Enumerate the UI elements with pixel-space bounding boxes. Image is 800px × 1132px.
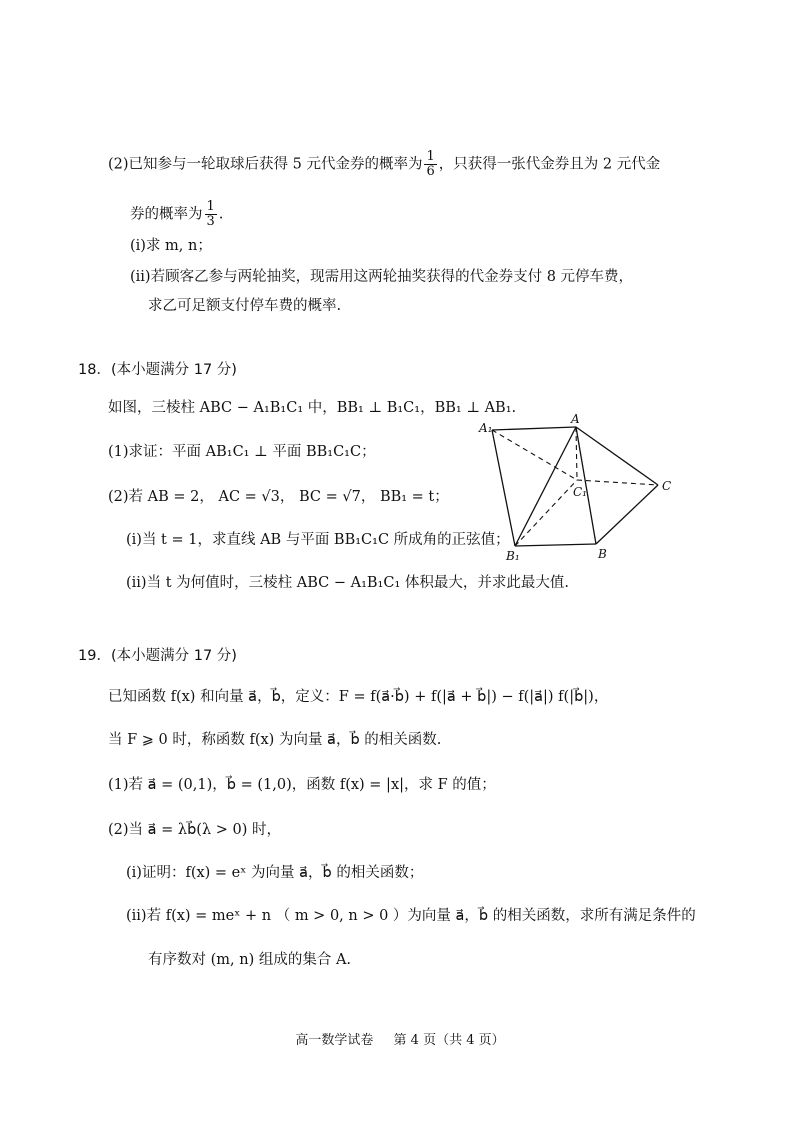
- q17-sub-i: (ⅰ)求 m, n；: [130, 238, 212, 254]
- edge-a-c: [576, 427, 658, 485]
- fraction-denominator: 6: [426, 164, 435, 179]
- prism-figure: [478, 410, 678, 570]
- page-footer: [0, 1029, 800, 1048]
- q19-part2-ii-line1: (ii)若 f(x) = meˣ + n （ m > 0, n > 0 ）为向量 a⃗，b⃗ 的相关函数，求所有满足条件的: [126, 908, 696, 924]
- label-b1: B₁: [506, 549, 520, 563]
- edge-c1-c: [577, 480, 658, 485]
- q19-heading: 19．(本小题满分 17 分): [78, 648, 237, 664]
- q18-part2-i: (i)当 t = 1，求直线 AB 与平面 BB₁C₁C 所成角的正弦值；: [126, 532, 510, 548]
- footer-title: 高一数学试卷: [295, 1033, 374, 1048]
- fraction-numerator: 1: [206, 199, 215, 214]
- q17-part2-text-b: ，只获得一张代金券且为 2 元代金: [438, 156, 661, 173]
- label-a: A: [571, 412, 580, 426]
- q17-part2-line2: [130, 200, 223, 229]
- footer-page-number: 第 4 页（共 4 页）: [393, 1033, 505, 1048]
- fraction-one-sixth: [424, 150, 436, 179]
- fraction-one-third: [205, 200, 217, 229]
- q18-part1: (1)求证：平面 AB₁C₁ ⊥ 平面 BB₁C₁C；: [108, 444, 376, 460]
- q18-heading: 18．(本小题满分 17 分): [78, 362, 237, 378]
- q18-part2: (2)若 AB = 2， AC = √3， BC = √7， BB₁ = t；: [108, 489, 449, 505]
- q19-part2: (2)当 a⃗ = λb⃗(λ > 0) 时，: [108, 822, 282, 838]
- label-c1: C₁: [573, 485, 587, 499]
- q19-part2-ii-line2: 有序数对 (m, n) 组成的集合 A.: [148, 952, 352, 968]
- fraction-denominator: 3: [206, 214, 215, 229]
- label-b: B: [598, 547, 607, 561]
- edge-a-b1: [515, 427, 576, 546]
- label-c: C: [662, 479, 672, 493]
- q19-definition: 已知函数 f(x) 和向量 a⃗，b⃗，定义：F = f(a⃗·b⃗) + f(|a⃗ + b⃗|) − f(|a⃗|) f(|b⃗|)，: [108, 689, 609, 705]
- q17-part2-text-c: 券的概率为: [130, 206, 203, 223]
- q19-definition-2: 当 F ⩾ 0 时，称函数 f(x) 为向量 a⃗，b⃗ 的相关函数.: [108, 732, 442, 748]
- edge-a1-b1: [492, 430, 515, 546]
- edge-a1-a: [492, 427, 576, 430]
- q19-part2-i: (i)证明：f(x) = eˣ 为向量 a⃗，b⃗ 的相关函数；: [126, 865, 424, 881]
- q17-part2-line1: [108, 150, 660, 179]
- q17-part2-text-a: (2)已知参与一轮取球后获得 5 元代金券的概率为: [108, 156, 423, 173]
- label-a1: A₁: [479, 421, 493, 435]
- q17-sub-ii-line2: 求乙可足额支付停车费的概率.: [148, 298, 342, 314]
- q18-part2-ii: (ii)当 t 为何值时，三棱柱 ABC − A₁B₁C₁ 体积最大，并求此最大值.: [126, 575, 569, 591]
- q17-part2-text-d: .: [218, 206, 224, 223]
- q17-sub-ii-line1: (ii)若顾客乙参与两轮抽奖，现需用这两轮抽奖获得的代金券支付 8 元停车费，: [130, 269, 634, 285]
- q18-intro: 如图，三棱柱 ABC − A₁B₁C₁ 中，BB₁ ⊥ B₁C₁，BB₁ ⊥ AB₁.: [108, 400, 517, 416]
- edge-b1-b: [515, 544, 596, 546]
- edge-b1-c1: [515, 480, 577, 546]
- edge-b-c: [596, 485, 658, 544]
- q19-part1: (1)若 a⃗ = (0,1)，b⃗ = (1,0)，函数 f(x) = |x|，求 F 的值；: [108, 777, 496, 793]
- edge-a1-c1: [492, 430, 577, 480]
- fraction-numerator: 1: [426, 149, 435, 164]
